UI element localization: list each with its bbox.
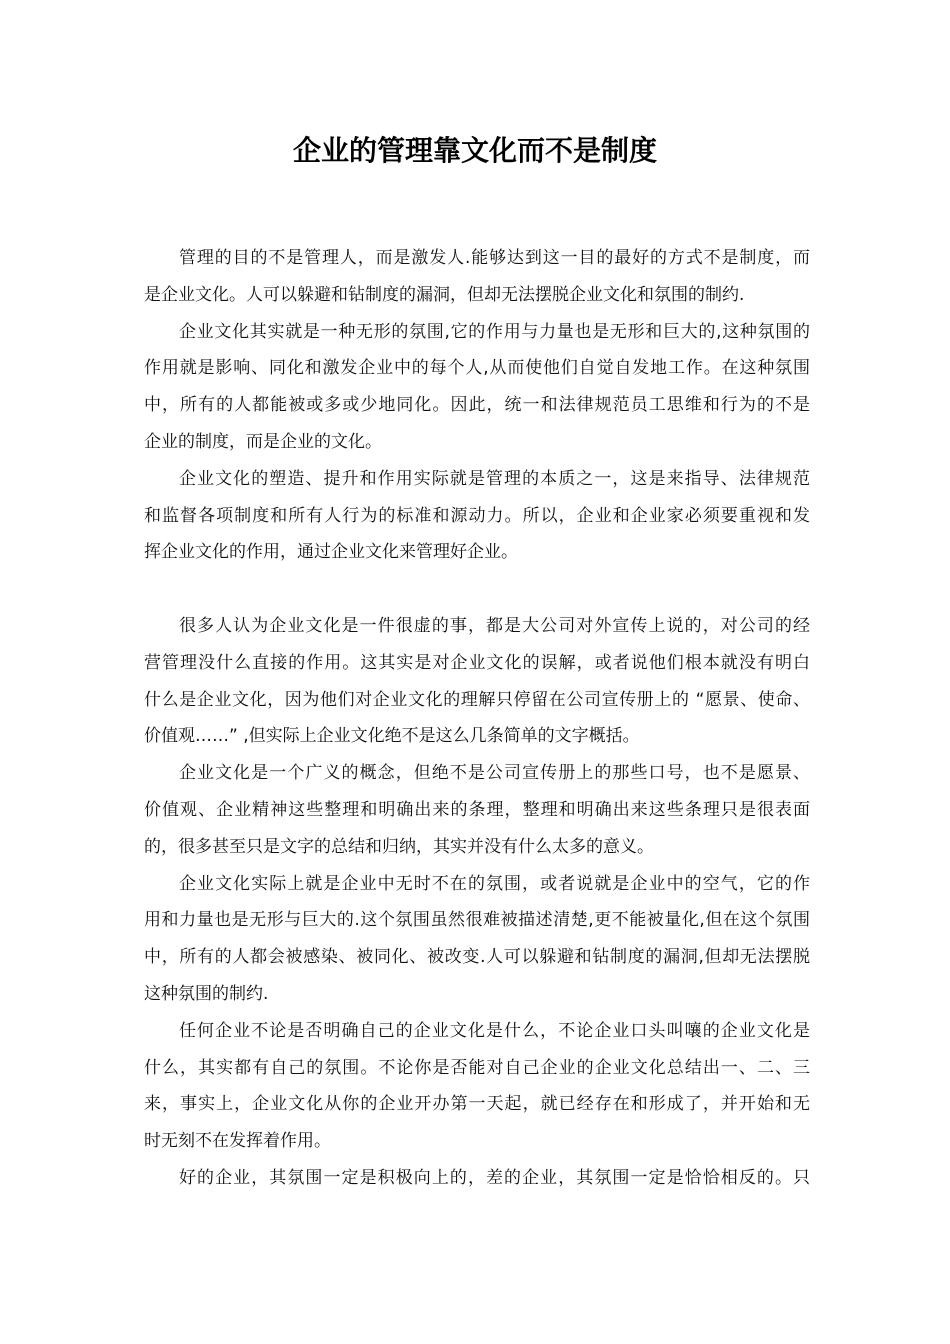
document-body [144,240,810,1197]
paragraph-line: 挥企业文化的作用，通过企业文化来管理好企业。 [144,542,518,563]
paragraph-line: 企业的制度，而是企业的文化。 [144,431,382,452]
paragraph-line: 是企业文化。人可以躲避和钻制度的漏洞，但却无法摆脱企业文化和氛围的制约. [144,284,745,305]
paragraph-line: 很多人认为企业文化是一件很虚的事，都是大公司对外宣传上说的，对公司的经 [179,615,810,636]
paragraph-line: 企业文化的塑造、提升和作用实际就是管理的本质之一，这是来指导、法律规范 [179,468,810,489]
paragraph-line: 这种氛围的制约. [144,983,269,1004]
paragraph-line: 什么是企业文化，因为他们对企业文化的理解只停留在公司宣传册上的 “愿景、使命、 [144,689,810,710]
paragraph-line: 作用就是影响、同化和激发企业中的每个人,从而使他们自觉自发地工作。在这种氛围 [144,358,810,379]
paragraph-line: 企业文化是一个广义的概念，但绝不是公司宣传册上的那些口号，也不是愿景、 [179,763,810,784]
paragraph-line: 价值观、企业精神这些整理和明确出来的条理，整理和明确出来这些条理只是很表面 [144,799,810,820]
paragraph-line: 时无刻不在发挥着作用。 [144,1131,331,1152]
paragraph-line: 任何企业不论是否明确自己的企业文化是什么，不论企业口头叫嚷的企业文化是 [179,1020,810,1041]
paragraph-gap [144,571,810,608]
paragraph-line: 中，所有的人都能被或多或少地同化。因此，统一和法律规范员工思维和行为的不是 [144,395,810,416]
paragraph-line: 营管理没什么直接的作用。这其实是对企业文化的误解，或者说他们根本就没有明白 [144,652,810,673]
paragraph-line: 来，事实上，企业文化从你的企业开办第一天起，就已经存在和形成了，并开始和无 [144,1094,810,1115]
paragraph-line: 价值观……” ,但实际上企业文化绝不是这么几条简单的文字概括。 [144,726,640,747]
paragraph-line: 和监督各项制度和所有人行为的标准和源动力。所以，企业和企业家必须要重视和发 [144,505,810,526]
paragraph-line: 中，所有的人都会被感染、被同化、被改变.人可以躲避和钻制度的漏洞,但却无法摆脱 [144,947,810,968]
paragraph-line: 企业文化实际上就是企业中无时不在的氛围，或者说就是企业中的空气，它的作 [179,873,810,894]
paragraph-line: 用和力量也是无形与巨大的.这个氛围虽然很难被描述清楚,更不能被量化,但在这个氛围 [144,910,810,931]
paragraph-line: 好的企业，其氛围一定是积极向上的，差的企业，其氛围一定是恰恰相反的。只 [179,1167,810,1188]
paragraph-line: 什么，其实都有自己的氛围。不论你是否能对自己企业的企业文化总结出一、二、三 [144,1057,810,1078]
document-title: 企业的管理靠文化而不是制度 [292,134,657,167]
paragraph-line: 管理的目的不是管理人，而是激发人.能够达到这一目的最好的方式不是制度，而 [179,248,810,268]
paragraph-line: 企业文化其实就是一种无形的氛围,它的作用与力量也是无形和巨大的,这种氛围的 [179,321,810,342]
paragraph-line: 的，很多甚至只是文字的总结和归纳，其实并没有什么太多的意义。 [144,836,654,857]
